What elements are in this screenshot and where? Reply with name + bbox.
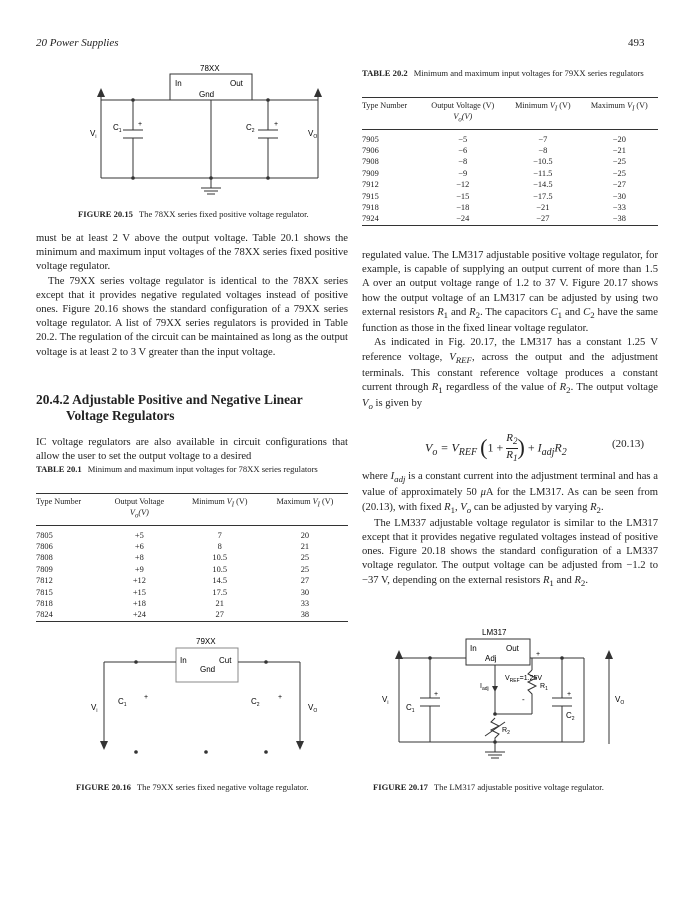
table-cell: 7918 xyxy=(362,203,379,213)
table-20-2 xyxy=(362,97,658,226)
table-cell: −27 xyxy=(536,214,550,224)
paragraph: regulated value. The LM317 adjustable positive voltage regulator, for example, is capable of supplying an output current of more than 1.5 A over an output voltage range of 1.2 to 37 V. Figure 20.17 shows how the output voltage of an LM317 can be adjusted by using two external resistors $R_1$ and $R_2$. The capacitors $C_1$ and $C_2$ have the same function as those in the fixed linear voltage regulator. xyxy=(362,250,658,335)
svg-text:Out: Out xyxy=(230,79,243,88)
svg-text:+: + xyxy=(434,691,439,698)
svg-text:Cut: Cut xyxy=(219,656,232,665)
left-column xyxy=(36,232,348,360)
col-header: Maximum $V_I$ (V) xyxy=(276,497,334,509)
col-header: Minimum $V_I$ (V) xyxy=(515,101,571,113)
table-cell: −7 xyxy=(538,134,548,144)
table-cell: 7905 xyxy=(362,134,379,144)
table-cell: 7908 xyxy=(362,157,379,167)
table-cell: −8 xyxy=(538,146,548,156)
table-cell: 7808 xyxy=(36,553,53,563)
table-cell: +8 xyxy=(134,553,144,563)
svg-text:R2: $R_2$ xyxy=(502,727,510,736)
table-row xyxy=(362,179,658,190)
table-cell: 25 xyxy=(300,553,310,563)
svg-text:In: In xyxy=(470,644,477,653)
table-row xyxy=(362,129,658,145)
table-row xyxy=(36,575,348,586)
table-cell: 7809 xyxy=(36,564,53,574)
paragraph: The 79XX series voltage regulator is identical to the 78XX series except that it provides negative regulated voltages instead of positive ones. Figure 20.16 shows the standard configuration of a 79XX series voltage regulator. A list of 79XX series regulators is provided in Table 20.2. The regulation of the circuit can be maintained as long as the output voltage is at least 2 to 3 V greater than the input voltage. xyxy=(36,275,348,358)
table-20-1 xyxy=(36,493,348,622)
figure-20-17-caption: FIGURE 20.17 The LM317 adjustable positive voltage regulator. xyxy=(373,782,604,792)
svg-text:Vi: $V_i$ xyxy=(382,695,389,706)
table-cell: 7805 xyxy=(36,530,53,540)
table-cell: 7915 xyxy=(362,191,379,201)
table-cell: −14.5 xyxy=(533,180,553,190)
table-cell: −10.5 xyxy=(533,157,553,167)
svg-text:C2: $C_2$ xyxy=(251,697,260,708)
table-cell: 25 xyxy=(300,564,310,574)
figure-20-15-caption: FIGURE 20.15 The 78XX series fixed positive voltage regulator. xyxy=(78,209,309,219)
figure-78xx-circuit xyxy=(88,60,338,210)
table-row xyxy=(36,609,348,621)
table-row xyxy=(362,213,658,225)
table-20-2-caption: TABLE 20.2 Minimum and maximum input voltages for 79XX series regulators xyxy=(362,68,644,78)
table-row xyxy=(36,587,348,598)
col-header: Type Number xyxy=(362,101,408,110)
table-cell: −18 xyxy=(456,203,470,213)
svg-text:-: - xyxy=(522,695,525,704)
table-cell: +18 xyxy=(132,599,146,609)
table-cell: −8 xyxy=(458,157,468,167)
svg-text:In: In xyxy=(175,79,182,88)
table-row xyxy=(362,191,658,202)
table-cell: −15 xyxy=(456,191,470,201)
svg-text:+: + xyxy=(278,694,283,701)
svg-text:Vi: $V_i$ xyxy=(91,703,98,714)
table-cell: 33 xyxy=(300,599,310,609)
svg-text:VREF=1.25V: $V_{REF}=1.25V$ xyxy=(505,675,543,684)
table-cell: +24 xyxy=(132,610,146,620)
svg-text:+: + xyxy=(274,121,279,128)
paragraph: As indicated in Fig. 20.17, the LM317 has a constant 1.25 V reference voltage, $V_{REF}$, across the output and the adjustment terminals. This constant reference voltage produces a constant current through $R_1$ regardless of the value of $R_2$. The output voltage $V_o$ is given by xyxy=(362,337,658,412)
right-column-2 xyxy=(362,470,658,590)
table-cell: +12 xyxy=(132,576,146,586)
table-cell: 7824 xyxy=(36,610,53,620)
col-header: Output Voltage (V) $V_o(V)$ xyxy=(431,101,495,124)
col-header: Minimum $V_I$ (V) xyxy=(191,497,248,509)
chip-label: 78XX xyxy=(200,64,220,73)
svg-text:Gnd: Gnd xyxy=(200,665,216,674)
table-cell: 7 xyxy=(217,530,222,540)
svg-text:VO: $V_O$ xyxy=(308,703,318,714)
table-cell: −30 xyxy=(612,191,626,201)
svg-text:C1: $C_1$ xyxy=(406,703,415,714)
table-cell: +5 xyxy=(134,530,144,540)
svg-text:+: + xyxy=(536,651,541,658)
table-cell: 10.5 xyxy=(212,553,228,563)
table-cell: 38 xyxy=(300,610,310,620)
table-cell: +9 xyxy=(134,564,144,574)
svg-text:C1: $C_1$ xyxy=(113,123,122,134)
table-cell: 17.5 xyxy=(212,587,228,597)
svg-text:C2: $C_2$ xyxy=(246,123,255,134)
table-cell: 27 xyxy=(215,610,224,620)
running-header: 20 Power Supplies xyxy=(36,37,119,49)
table-row xyxy=(362,145,658,156)
table-cell: −6 xyxy=(458,146,468,156)
col-header: Maximum $V_I$ (V) xyxy=(590,101,648,113)
table-cell: 7924 xyxy=(362,214,379,224)
table-cell: −25 xyxy=(612,157,626,167)
paragraph: The LM337 adjustable voltage regulator is similar to the LM317 except that it provides negative regulated voltages instead of positive ones. Figure 20.18 shows the standard configuration of a LM337 voltage regulator. The output voltage can be adjusted from −1.2 to −37 V, depending on the external resistors $R_1$ and $R_2$. xyxy=(362,517,658,588)
page-number: 493 xyxy=(628,37,645,49)
table-cell: 7815 xyxy=(36,587,53,597)
table-20-1-caption: TABLE 20.1 Minimum and maximum input voltages for 78XX series regulators xyxy=(36,464,318,474)
table-cell: −25 xyxy=(612,168,626,178)
table-cell: 7812 xyxy=(36,576,53,586)
chip-label: LM317 xyxy=(482,628,507,637)
table-cell: 7818 xyxy=(36,599,53,609)
svg-text:Vi: $V_i$ xyxy=(90,129,97,140)
table-cell: −12 xyxy=(456,180,470,190)
svg-text:R1: $R_1$ xyxy=(540,683,548,692)
table-cell: −33 xyxy=(612,203,626,213)
equation: $V_o = V_{REF}$ (1 + $\frac{R_2}{R_1}$ ) + $I_{adj}R_2$ xyxy=(425,432,567,464)
svg-text:Iadj: $I_{adj}$ xyxy=(480,683,489,692)
table-cell: −11.5 xyxy=(533,168,553,178)
table-cell: −27 xyxy=(612,180,626,190)
right-column xyxy=(362,249,658,414)
section-heading: 20.4.2 Adjustable Positive and Negative Linear Voltage Regulators xyxy=(36,392,303,423)
svg-text:C2: $C_2$ xyxy=(566,711,575,722)
svg-text:Out: Out xyxy=(506,644,519,653)
table-cell: −21 xyxy=(536,203,550,213)
table-row xyxy=(36,564,348,575)
table-cell: −20 xyxy=(612,134,626,144)
left-column-tail xyxy=(36,436,348,464)
svg-text:In: In xyxy=(180,656,187,665)
svg-text:C1: $C_1$ xyxy=(118,697,127,708)
table-row xyxy=(36,598,348,609)
table-cell: 21 xyxy=(215,599,224,609)
table-cell: 10.5 xyxy=(212,564,228,574)
table-cell: 7912 xyxy=(362,180,379,190)
table-cell: 7806 xyxy=(36,542,53,552)
paragraph: where $I_{adj}$ is a constant current into the adjustment terminal and has a value of approximately 50 μA for the LM317. As can be seen from (20.13), with fixed $R_1$, $V_o$ can be adjusted by varying $R_2$. xyxy=(362,471,658,515)
chip-label: 79XX xyxy=(196,637,216,646)
figure-79xx-circuit xyxy=(86,636,326,772)
table-row xyxy=(362,156,658,167)
col-header: Output Voltage $V_o(V)$ xyxy=(114,497,165,520)
table-row xyxy=(362,202,658,213)
table-cell: −21 xyxy=(612,146,626,156)
table-cell: −5 xyxy=(458,134,468,144)
equation-number: (20.13) xyxy=(612,438,645,450)
svg-text:Gnd: Gnd xyxy=(199,90,215,99)
table-cell: 27 xyxy=(300,576,310,586)
table-cell: 20 xyxy=(300,530,310,540)
col-header: Type Number xyxy=(36,497,82,506)
table-cell: 21 xyxy=(300,542,310,552)
paragraph: must be at least 2 V above the output voltage. Table 20.1 shows the minimum and maximum input voltages of the 78XX series fixed positive voltage regulator. xyxy=(36,233,348,273)
svg-text:+: + xyxy=(144,694,149,701)
figure-20-16-caption: FIGURE 20.16 The 79XX series fixed negative voltage regulator. xyxy=(76,782,309,792)
table-row xyxy=(36,525,348,541)
svg-text:+: + xyxy=(567,691,572,698)
table-cell: 30 xyxy=(300,587,310,597)
paragraph: IC voltage regulators are also available in circuit configurations that allow the user to set the output voltage to a desired xyxy=(36,437,348,463)
table-row xyxy=(36,552,348,563)
table-cell: −38 xyxy=(612,214,626,224)
table-cell: −9 xyxy=(458,168,468,178)
table-cell: 14.5 xyxy=(212,576,228,586)
table-cell: +15 xyxy=(132,587,146,597)
svg-text:+: + xyxy=(138,121,143,128)
svg-text:Adj: Adj xyxy=(485,654,497,663)
svg-text:VO: $V_O$ xyxy=(615,695,625,706)
table-row xyxy=(36,541,348,552)
table-row xyxy=(362,168,658,179)
table-cell: +6 xyxy=(134,542,144,552)
table-cell: 7906 xyxy=(362,146,379,156)
table-cell: 7909 xyxy=(362,168,379,178)
svg-text:VO: $V_O$ xyxy=(308,129,318,140)
table-cell: 8 xyxy=(217,542,222,552)
figure-lm317-circuit xyxy=(372,626,638,776)
table-cell: −17.5 xyxy=(533,191,553,201)
table-cell: −24 xyxy=(456,214,470,224)
